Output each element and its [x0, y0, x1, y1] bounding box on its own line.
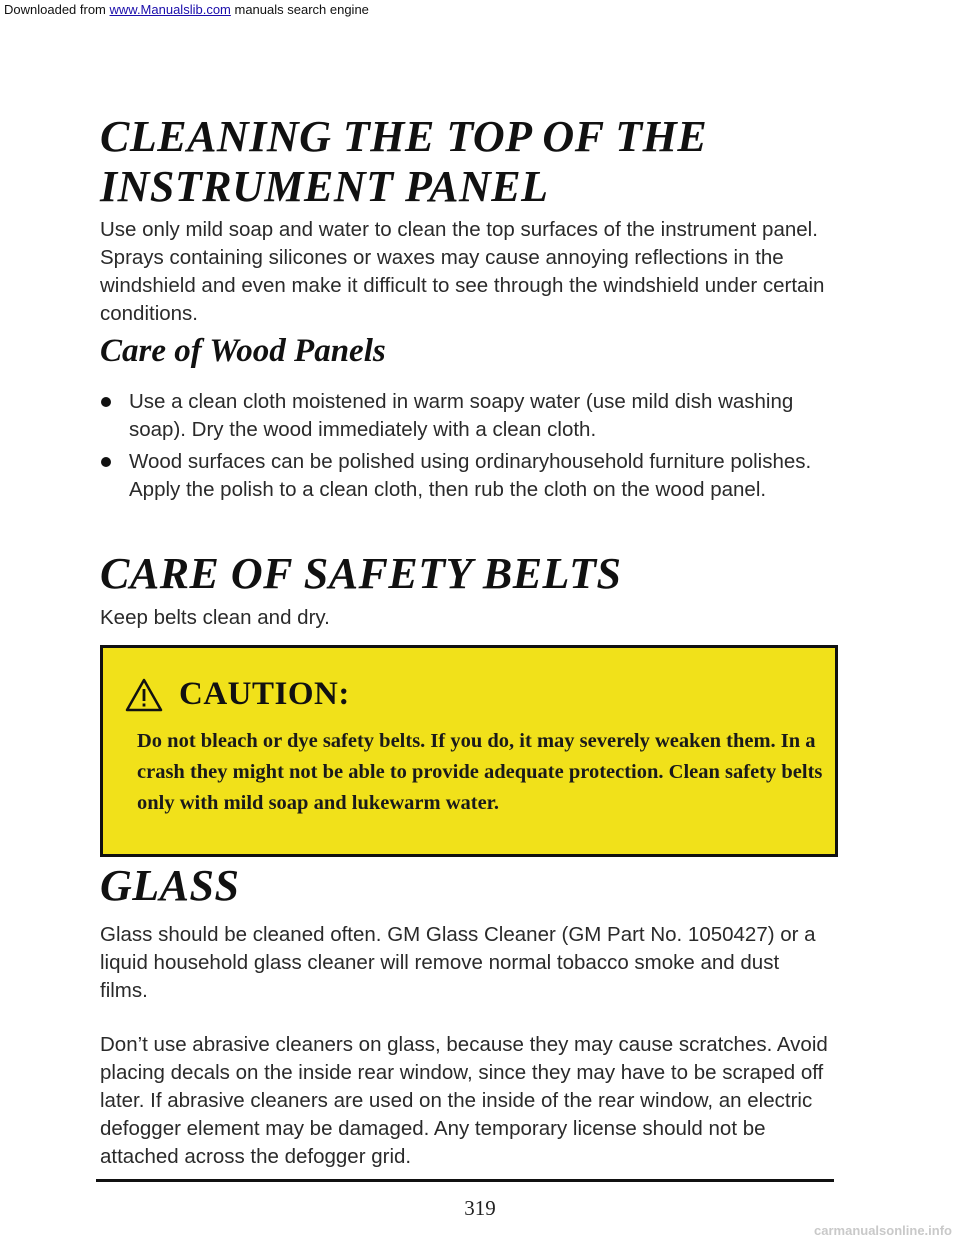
- watermark-brand: carmanualsonline.info: [814, 1223, 952, 1238]
- caution-title: CAUTION:: [179, 676, 350, 712]
- safety-belts-paragraph: Keep belts clean and dry.: [100, 606, 330, 629]
- glass-paragraph-1: Glass should be cleaned often. GM Glass Cleaner (GM Part No. 1050427) or a liquid household glass cleaner will remove normal tobacco smoke and dust films.: [100, 923, 816, 1002]
- section-title-instrument-panel-line1: CLEANING THE TOP OF THE: [100, 112, 708, 161]
- download-notice: [4, 2, 369, 17]
- wood-bullet-text: Wood surfaces can be polished using ordinaryhousehold furniture polishes. Apply the polish to a clean cloth, then rub the cloth on the wood panel.: [129, 450, 812, 501]
- download-prefix: Downloaded from: [4, 2, 110, 17]
- caution-box: [100, 645, 838, 857]
- footer-rule: [96, 1179, 834, 1182]
- section-title-instrument-panel-line2: INSTRUMENT PANEL: [100, 162, 549, 211]
- wood-bullet-item: [100, 388, 820, 444]
- download-header: [0, 0, 960, 22]
- bullet-dot-icon: [101, 397, 111, 407]
- wood-bullet-item: [100, 448, 820, 504]
- caution-text: Do not bleach or dye safety belts. If you do, it may severely weaken them. In a crash they might not be able to provide adequate protection. Clean safety belts only with mild soap and lukewarm water.: [137, 730, 823, 814]
- download-suffix: manuals search engine: [230, 2, 369, 17]
- subsection-title-wood-panels: Care of Wood Panels: [100, 333, 386, 369]
- wood-bullet-text: Use a clean cloth moistened in warm soapy water (use mild dish washing soap). Dry the wood immediately with a clean cloth.: [129, 390, 794, 441]
- instrument-panel-paragraph: Use only mild soap and water to clean the top surfaces of the instrument panel. Sprays containing silicones or waxes may cause annoying reflections in the windshield and even make it difficult to see through the windshield under certain conditions.: [100, 218, 825, 325]
- manualslib-link[interactable]: www.Manualslib.com: [109, 2, 231, 17]
- glass-paragraph-2: Don’t use abrasive cleaners on glass, because they may cause scratches. Avoid placing decals on the inside rear window, since they may have to be scraped off later. If abrasive cleaners are used on the inside of the rear window, an electric defogger element may be damaged. Any temporary license should not be attached across the defogger grid.: [100, 1033, 828, 1168]
- warning-triangle-icon: [125, 678, 163, 712]
- bullet-dot-icon: [101, 457, 111, 467]
- section-title-safety-belts: CARE OF SAFETY BELTS: [100, 549, 622, 598]
- page-number: 319: [464, 1196, 496, 1220]
- caution-header: [125, 676, 350, 713]
- section-title-glass: GLASS: [100, 861, 240, 910]
